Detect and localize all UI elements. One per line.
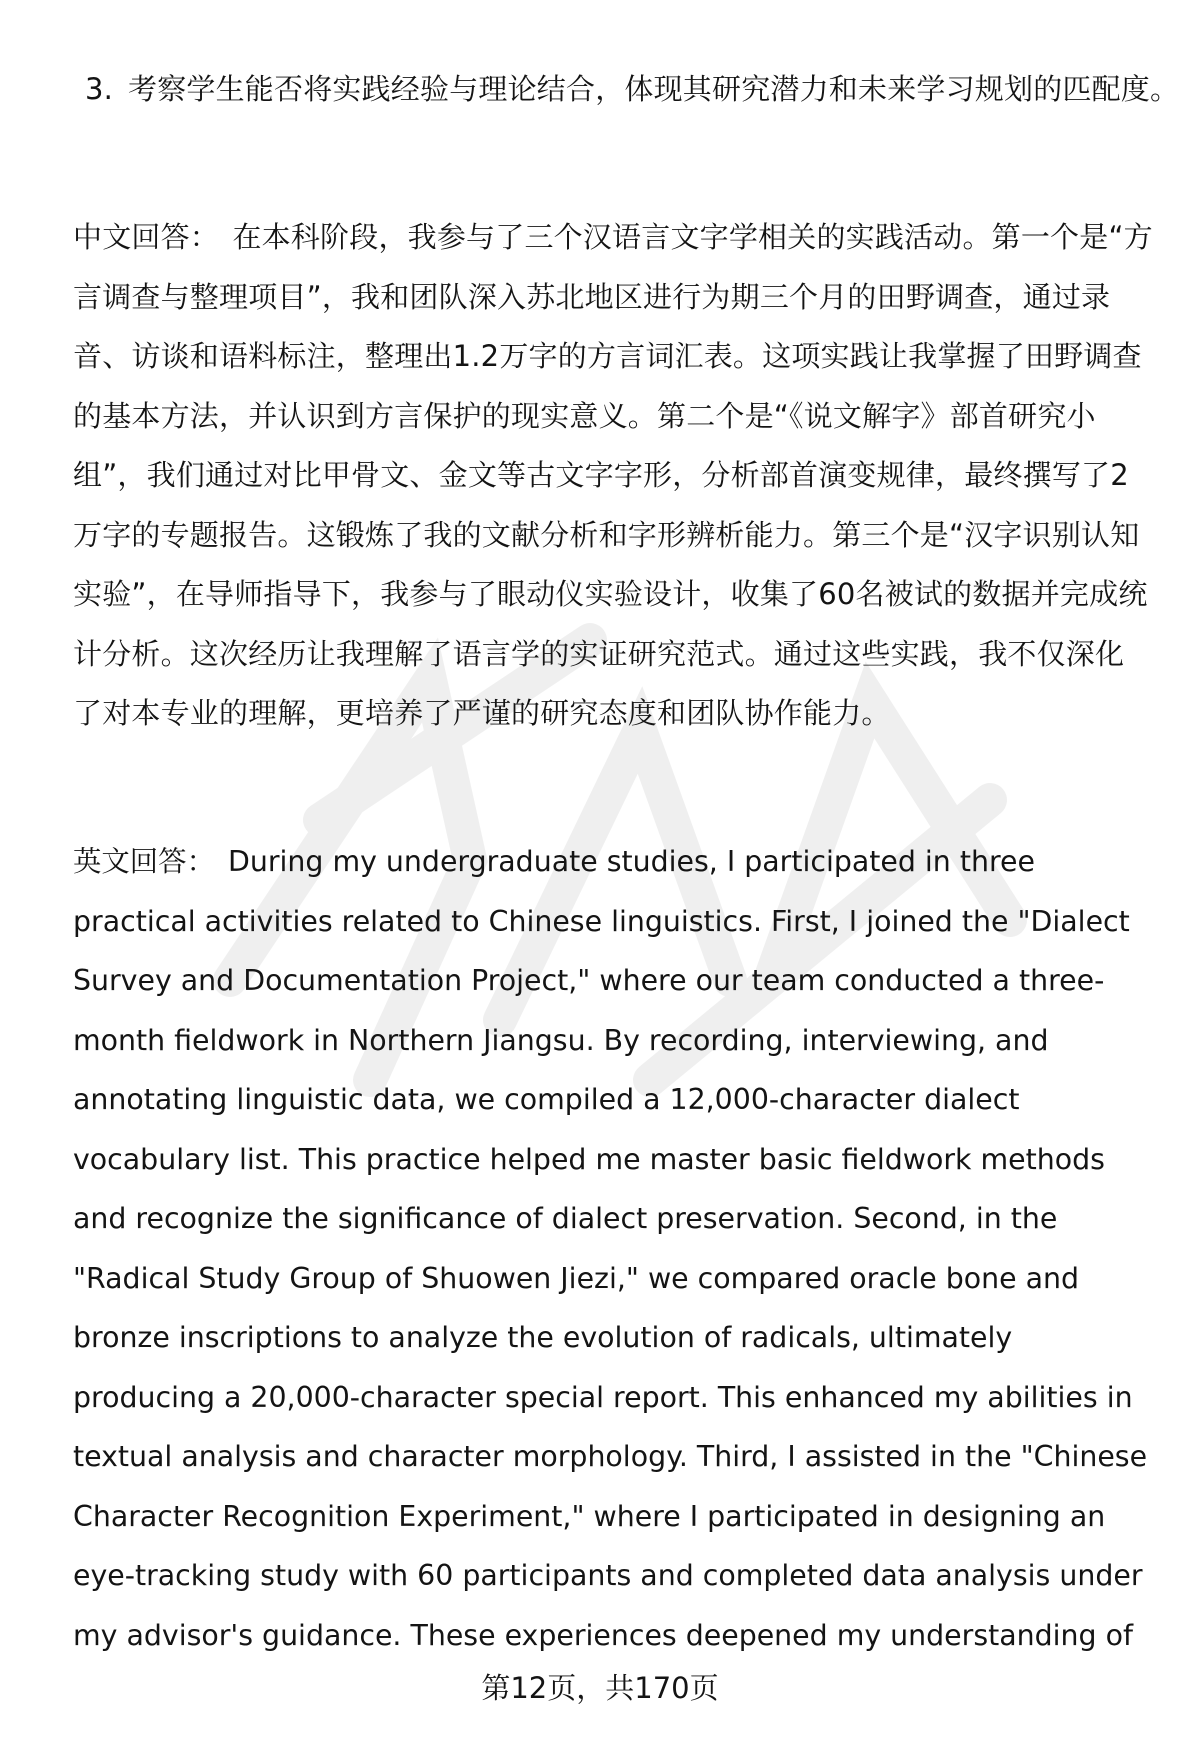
item-number: 3. xyxy=(85,72,114,106)
chinese-answer-paragraph xyxy=(73,208,1153,744)
english-answer-paragraph xyxy=(73,832,1153,1665)
chinese-answer-text: 在本科阶段，我参与了三个汉语言文字学相关的实践活动。第一个是“方言调查与整理项目”，我和团队深入苏北地区进行为期三个月的田野调查，通过录音、访谈和语料标注，整理出1.2万字的方言词汇表。这项实践让我掌握了田野调查的基本方法，并认识到方言保护的现实意义。第二个是“《说文解字》部首研究小组”，我们通过对比甲骨文、金文等古文字字形，分析部首演变规律，最终撰写了2万字的专题报告。这锻炼了我的文献分析和字形辨析能力。第三个是“汉字识别认知实验”，在导师指导下，我参与了眼动仪实验设计，收集了60名被试的数据并完成统计分析。这次经历让我理解了语言学的实证研究范式。通过这些实践，我不仅深化了对本专业的理解，更培养了严谨的研究态度和团队协作能力。 xyxy=(73,220,1153,730)
page-indicator: 第12页，共170页 xyxy=(481,1671,719,1705)
english-answer-label: 英文回答： xyxy=(73,845,215,878)
chinese-answer-label: 中文回答： xyxy=(73,220,220,254)
item-text: 考察学生能否将实践经验与理论结合，体现其研究潜力和未来学习规划的匹配度。 xyxy=(128,72,1180,106)
question-item xyxy=(73,60,1200,120)
english-answer-text: During my undergraduate studies, I participated in three practical activities related to Chinese linguistics. First, I joined the "Dialect Survey and Documentation Project," where our team conducted a three-month fieldwork in Northern Jiangsu. By recording, interviewing, and annotating linguistic data, we compiled a 12,000-character dialect vocabulary list. This practice helped me master basic fieldwork methods and recognize the significance of dialect preservation. Second, in the "Radical Study Group of Shuowen Jiezi," we compared oracle bone and bronze inscriptions to analyze the evolution of radicals, ultimately producing a 20,000-character special report. This enhanced my abilities in textual analysis and character morphology. Third, I assisted in the "Chinese Character Recognition Experiment," where I participated in designing an eye-tracking study with 60 participants and completed data analysis under my advisor's guidance. These experiences deepened my understanding of xyxy=(73,845,1148,1652)
page-footer xyxy=(0,1668,1200,1708)
